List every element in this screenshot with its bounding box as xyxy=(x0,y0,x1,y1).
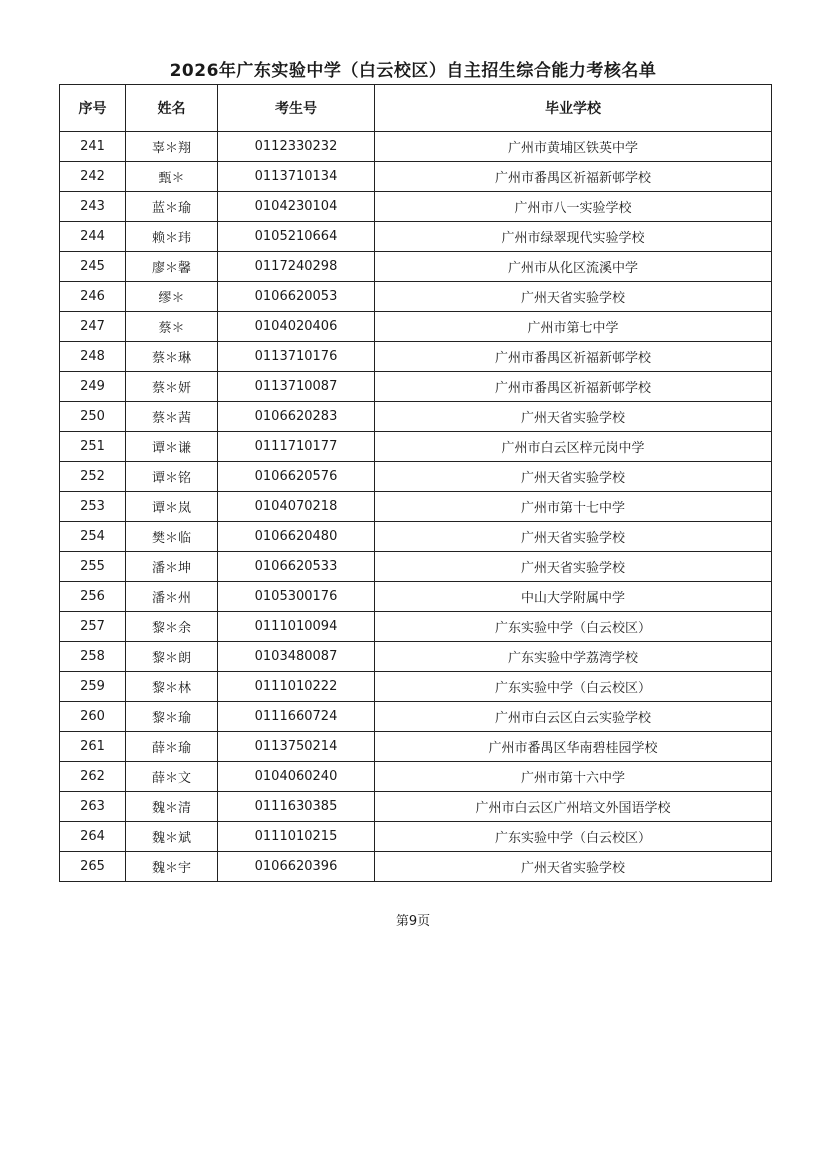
cell-graduate-school: 广州天省实验学校 xyxy=(375,282,772,312)
table-row xyxy=(60,762,772,792)
cell-graduate-school: 中山大学附属中学 xyxy=(375,582,772,612)
table-row xyxy=(60,732,772,762)
header-candidate-number: 考生号 xyxy=(218,85,375,132)
cell-serial-number: 255 xyxy=(60,552,126,582)
cell-serial-number: 265 xyxy=(60,852,126,882)
cell-candidate-number: 0104060240 xyxy=(218,762,375,792)
table-row xyxy=(60,132,772,162)
cell-serial-number: 254 xyxy=(60,522,126,552)
cell-graduate-school: 广州市番禺区祈福新邨学校 xyxy=(375,342,772,372)
cell-graduate-school: 广州市第十六中学 xyxy=(375,762,772,792)
table-row xyxy=(60,282,772,312)
cell-name: 缪＊ xyxy=(126,282,218,312)
cell-name: 蔡＊茜 xyxy=(126,402,218,432)
cell-graduate-school: 广州市白云区广州培文外国语学校 xyxy=(375,792,772,822)
cell-graduate-school: 广州市番禺区华南碧桂园学校 xyxy=(375,732,772,762)
cell-serial-number: 260 xyxy=(60,702,126,732)
cell-serial-number: 250 xyxy=(60,402,126,432)
cell-serial-number: 261 xyxy=(60,732,126,762)
cell-graduate-school: 广州天省实验学校 xyxy=(375,522,772,552)
cell-candidate-number: 0111010222 xyxy=(218,672,375,702)
table-row xyxy=(60,702,772,732)
cell-candidate-number: 0106620053 xyxy=(218,282,375,312)
cell-candidate-number: 0113750214 xyxy=(218,732,375,762)
cell-name: 魏＊斌 xyxy=(126,822,218,852)
cell-candidate-number: 0106620576 xyxy=(218,462,375,492)
page-number: 第9页 xyxy=(395,914,431,929)
cell-candidate-number: 0105210664 xyxy=(218,222,375,252)
cell-candidate-number: 0106620533 xyxy=(218,552,375,582)
cell-candidate-number: 0105300176 xyxy=(218,582,375,612)
cell-candidate-number: 0111660724 xyxy=(218,702,375,732)
cell-name: 黎＊瑜 xyxy=(126,702,218,732)
table-row xyxy=(60,612,772,642)
cell-graduate-school: 广州市番禺区祈福新邨学校 xyxy=(375,372,772,402)
cell-serial-number: 247 xyxy=(60,312,126,342)
table-row xyxy=(60,552,772,582)
table-row xyxy=(60,822,772,852)
table-row xyxy=(60,402,772,432)
cell-name: 黎＊余 xyxy=(126,612,218,642)
cell-serial-number: 248 xyxy=(60,342,126,372)
page-title: 2026年广东实验中学（白云校区）自主招生综合能力考核名单 xyxy=(169,61,657,81)
cell-serial-number: 251 xyxy=(60,432,126,462)
cell-serial-number: 258 xyxy=(60,642,126,672)
table-row xyxy=(60,522,772,552)
cell-name: 樊＊临 xyxy=(126,522,218,552)
cell-candidate-number: 0103480087 xyxy=(218,642,375,672)
cell-name: 赖＊玮 xyxy=(126,222,218,252)
table-row xyxy=(60,792,772,822)
cell-graduate-school: 广州市八一实验学校 xyxy=(375,192,772,222)
cell-serial-number: 257 xyxy=(60,612,126,642)
cell-name: 谭＊铭 xyxy=(126,462,218,492)
cell-serial-number: 244 xyxy=(60,222,126,252)
table-body xyxy=(60,132,772,882)
cell-graduate-school: 广州市番禺区祈福新邨学校 xyxy=(375,162,772,192)
cell-graduate-school: 广东实验中学（白云校区） xyxy=(375,612,772,642)
cell-candidate-number: 0106620396 xyxy=(218,852,375,882)
cell-serial-number: 263 xyxy=(60,792,126,822)
cell-name: 黎＊朗 xyxy=(126,642,218,672)
cell-graduate-school: 广州市白云区白云实验学校 xyxy=(375,702,772,732)
cell-graduate-school: 广东实验中学（白云校区） xyxy=(375,822,772,852)
table-row xyxy=(60,312,772,342)
cell-graduate-school: 广州市黄埔区铁英中学 xyxy=(375,132,772,162)
cell-name: 薛＊瑜 xyxy=(126,732,218,762)
table-row xyxy=(60,162,772,192)
cell-graduate-school: 广州市第十七中学 xyxy=(375,492,772,522)
cell-graduate-school: 广州市白云区梓元岗中学 xyxy=(375,432,772,462)
cell-graduate-school: 广州天省实验学校 xyxy=(375,852,772,882)
cell-candidate-number: 0104070218 xyxy=(218,492,375,522)
cell-candidate-number: 0111010215 xyxy=(218,822,375,852)
cell-name: 潘＊坤 xyxy=(126,552,218,582)
cell-name: 蔡＊妍 xyxy=(126,372,218,402)
table-row xyxy=(60,492,772,522)
cell-candidate-number: 0106620283 xyxy=(218,402,375,432)
cell-graduate-school: 广州天省实验学校 xyxy=(375,462,772,492)
cell-name: 薛＊文 xyxy=(126,762,218,792)
cell-graduate-school: 广州市从化区流溪中学 xyxy=(375,252,772,282)
cell-candidate-number: 0113710134 xyxy=(218,162,375,192)
cell-graduate-school: 广州市第七中学 xyxy=(375,312,772,342)
cell-serial-number: 245 xyxy=(60,252,126,282)
cell-serial-number: 242 xyxy=(60,162,126,192)
cell-name: 谭＊岚 xyxy=(126,492,218,522)
table-row xyxy=(60,432,772,462)
cell-candidate-number: 0111710177 xyxy=(218,432,375,462)
table-row xyxy=(60,852,772,882)
table-row xyxy=(60,252,772,282)
table-row xyxy=(60,582,772,612)
table-row xyxy=(60,192,772,222)
cell-serial-number: 243 xyxy=(60,192,126,222)
cell-graduate-school: 广州天省实验学校 xyxy=(375,402,772,432)
cell-candidate-number: 0111010094 xyxy=(218,612,375,642)
table-row xyxy=(60,222,772,252)
cell-candidate-number: 0112330232 xyxy=(218,132,375,162)
cell-serial-number: 253 xyxy=(60,492,126,522)
cell-graduate-school: 广州市绿翠现代实验学校 xyxy=(375,222,772,252)
cell-serial-number: 249 xyxy=(60,372,126,402)
cell-candidate-number: 0106620480 xyxy=(218,522,375,552)
table-row xyxy=(60,642,772,672)
cell-graduate-school: 广东实验中学荔湾学校 xyxy=(375,642,772,672)
cell-name: 蔡＊ xyxy=(126,312,218,342)
cell-name: 魏＊清 xyxy=(126,792,218,822)
header-name: 姓名 xyxy=(126,85,218,132)
cell-name: 黎＊林 xyxy=(126,672,218,702)
cell-candidate-number: 0113710176 xyxy=(218,342,375,372)
cell-graduate-school: 广东实验中学（白云校区） xyxy=(375,672,772,702)
cell-serial-number: 252 xyxy=(60,462,126,492)
cell-serial-number: 262 xyxy=(60,762,126,792)
cell-graduate-school: 广州天省实验学校 xyxy=(375,552,772,582)
cell-serial-number: 241 xyxy=(60,132,126,162)
cell-name: 蔡＊琳 xyxy=(126,342,218,372)
table-row xyxy=(60,462,772,492)
cell-serial-number: 256 xyxy=(60,582,126,612)
roster-table xyxy=(59,84,772,882)
cell-candidate-number: 0117240298 xyxy=(218,252,375,282)
table-row xyxy=(60,342,772,372)
cell-candidate-number: 0113710087 xyxy=(218,372,375,402)
cell-candidate-number: 0111630385 xyxy=(218,792,375,822)
cell-candidate-number: 0104020406 xyxy=(218,312,375,342)
cell-name: 甄＊ xyxy=(126,162,218,192)
table-row xyxy=(60,372,772,402)
cell-serial-number: 246 xyxy=(60,282,126,312)
cell-name: 蓝＊瑜 xyxy=(126,192,218,222)
cell-name: 廖＊馨 xyxy=(126,252,218,282)
cell-serial-number: 259 xyxy=(60,672,126,702)
header-graduate-school: 毕业学校 xyxy=(375,85,772,132)
cell-name: 谭＊谦 xyxy=(126,432,218,462)
cell-candidate-number: 0104230104 xyxy=(218,192,375,222)
cell-name: 潘＊州 xyxy=(126,582,218,612)
table-header-row xyxy=(60,85,772,132)
cell-name: 辜＊翔 xyxy=(126,132,218,162)
cell-name: 魏＊宇 xyxy=(126,852,218,882)
table-row xyxy=(60,672,772,702)
cell-serial-number: 264 xyxy=(60,822,126,852)
header-serial-number: 序号 xyxy=(60,85,126,132)
